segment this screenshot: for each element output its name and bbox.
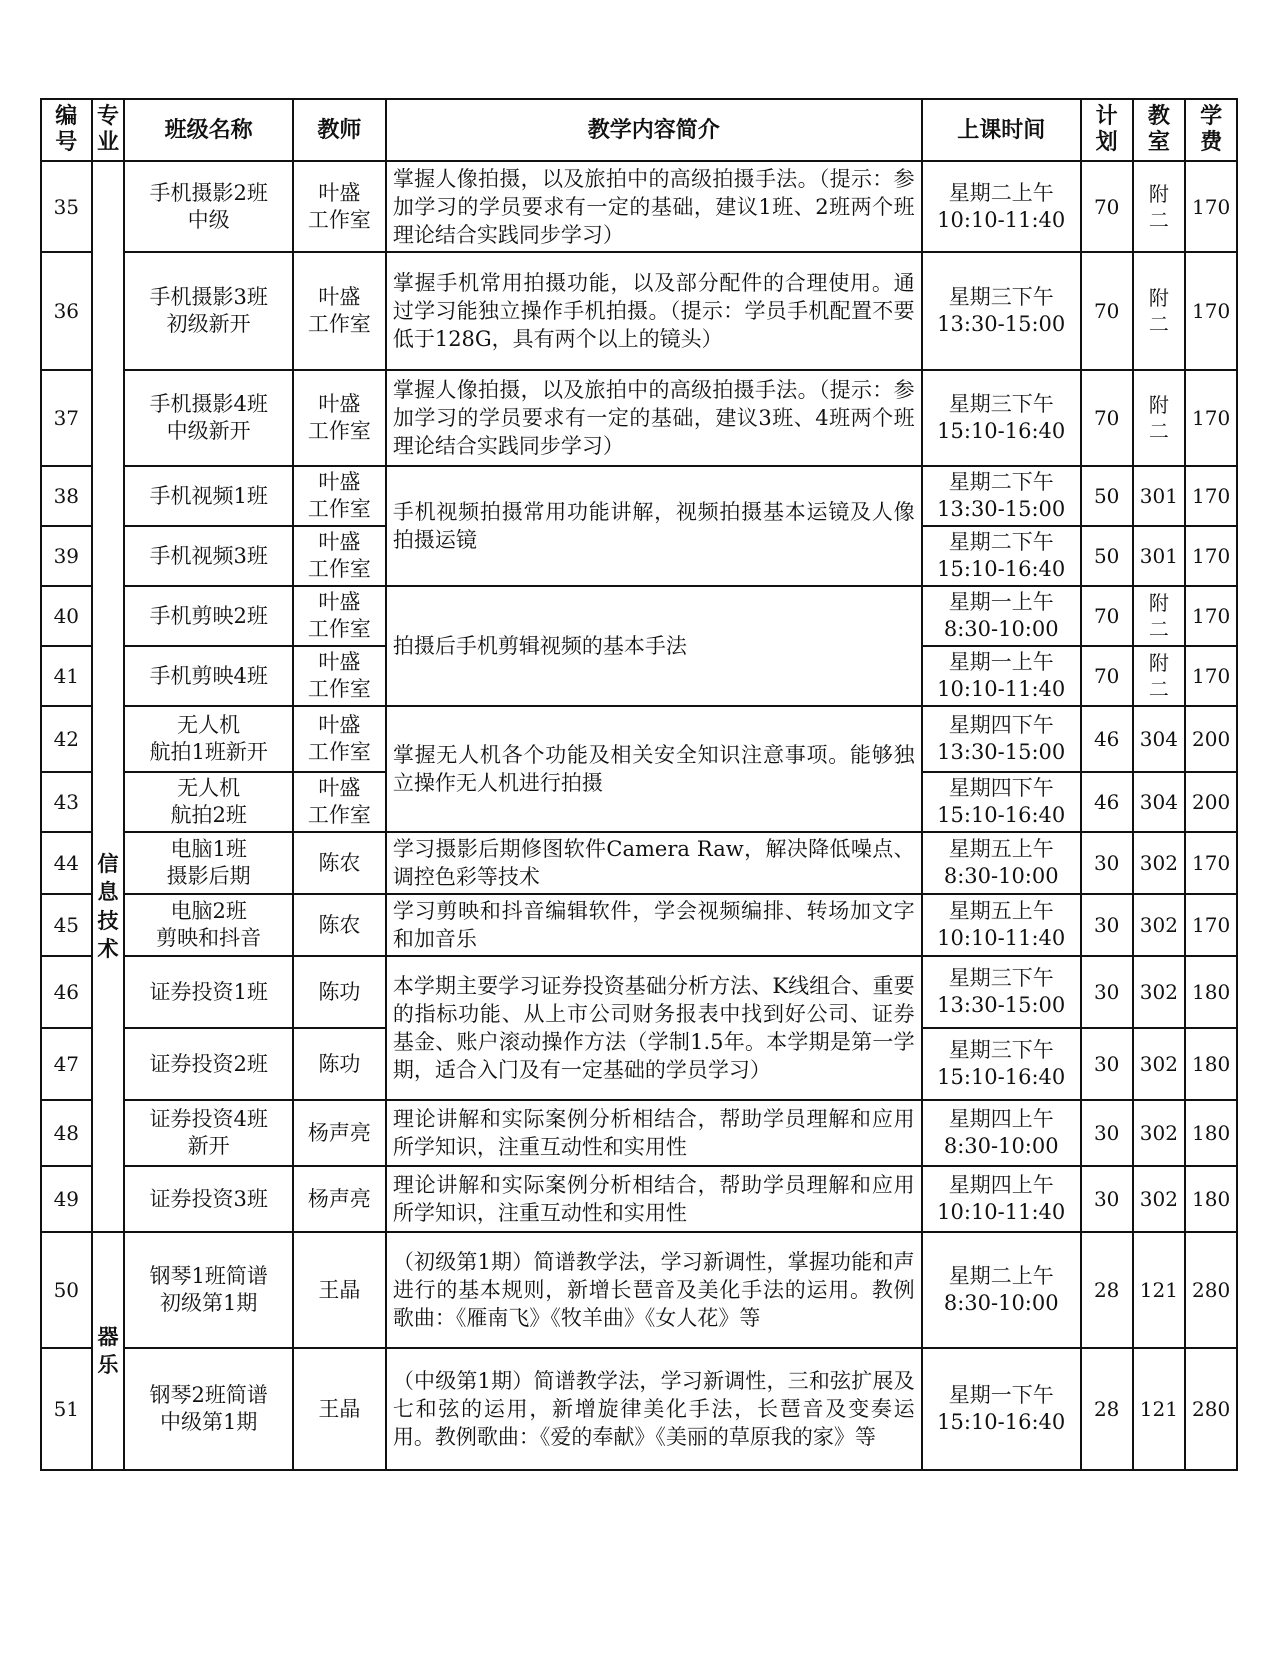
plan-count: 30 bbox=[1081, 832, 1133, 894]
classroom: 302 bbox=[1133, 1028, 1186, 1100]
table-row bbox=[41, 252, 1237, 370]
table-row bbox=[41, 956, 1237, 1028]
teacher-name: 叶盛 工作室 bbox=[293, 526, 386, 586]
teacher-name: 陈功 bbox=[293, 956, 386, 1028]
class-name: 手机剪映2班 bbox=[124, 586, 293, 646]
class-name: 证券投资2班 bbox=[124, 1028, 293, 1100]
plan-count: 50 bbox=[1081, 526, 1133, 586]
class-time: 星期三下午 15:10-16:40 bbox=[922, 1028, 1081, 1100]
tuition-fee: 170 bbox=[1185, 161, 1237, 252]
table-row bbox=[41, 161, 1237, 252]
class-time: 星期三下午 13:30-15:00 bbox=[922, 252, 1081, 370]
teacher-name: 王晶 bbox=[293, 1348, 386, 1470]
row-number: 44 bbox=[41, 832, 92, 894]
class-time: 星期四下午 15:10-16:40 bbox=[922, 772, 1081, 832]
row-number: 40 bbox=[41, 586, 92, 646]
tuition-fee: 170 bbox=[1185, 370, 1237, 466]
row-number: 45 bbox=[41, 894, 92, 956]
classroom: 302 bbox=[1133, 832, 1186, 894]
course-description: 掌握人像拍摄，以及旅拍中的高级拍摄手法。（提示：参加学习的学员要求有一定的基础，建议1班、2班两个班理论结合实践同步学习） bbox=[386, 161, 922, 252]
row-number: 43 bbox=[41, 772, 92, 832]
tuition-fee: 170 bbox=[1185, 646, 1237, 706]
classroom-label: 附二 bbox=[1148, 286, 1169, 336]
header-time: 上课时间 bbox=[922, 99, 1081, 161]
teacher-name: 陈功 bbox=[293, 1028, 386, 1100]
course-description: 拍摄后手机剪辑视频的基本手法 bbox=[386, 586, 922, 706]
classroom-label: 附二 bbox=[1148, 181, 1169, 232]
teacher-name: 陈农 bbox=[293, 894, 386, 956]
class-name: 证券投资1班 bbox=[124, 956, 293, 1028]
class-name: 无人机 航拍2班 bbox=[124, 772, 293, 832]
tuition-fee: 170 bbox=[1185, 586, 1237, 646]
classroom-label: 附二 bbox=[1148, 393, 1169, 443]
tuition-fee: 170 bbox=[1185, 894, 1237, 956]
class-time: 星期一下午 15:10-16:40 bbox=[922, 1348, 1081, 1470]
plan-count: 30 bbox=[1081, 1028, 1133, 1100]
class-name: 证券投资3班 bbox=[124, 1166, 293, 1232]
row-number: 35 bbox=[41, 161, 92, 252]
tuition-fee: 180 bbox=[1185, 1100, 1237, 1166]
course-description: 掌握手机常用拍摄功能，以及部分配件的合理使用。通过学习能独立操作手机拍摄。（提示：学员手机配置不要低于128G，具有两个以上的镜头） bbox=[386, 252, 922, 370]
row-number: 51 bbox=[41, 1348, 92, 1470]
class-name: 手机摄影3班 初级新开 bbox=[124, 252, 293, 370]
tuition-fee: 170 bbox=[1185, 832, 1237, 894]
class-name: 钢琴2班简谱 中级第1期 bbox=[124, 1348, 293, 1470]
tuition-fee: 200 bbox=[1185, 772, 1237, 832]
row-number: 50 bbox=[41, 1232, 92, 1348]
classroom: 302 bbox=[1133, 1100, 1186, 1166]
course-description: 掌握人像拍摄，以及旅拍中的高级拍摄手法。（提示：参加学习的学员要求有一定的基础，建议3班、4班两个班理论结合实践同步学习） bbox=[386, 370, 922, 466]
teacher-name: 叶盛 工作室 bbox=[293, 252, 386, 370]
class-time: 星期四上午 8:30-10:00 bbox=[922, 1100, 1081, 1166]
teacher-name: 叶盛 工作室 bbox=[293, 586, 386, 646]
header-row bbox=[41, 99, 1237, 161]
classroom: 304 bbox=[1133, 772, 1186, 832]
course-description: 学习剪映和抖音编辑软件，学会视频编排、转场加文字和加音乐 bbox=[386, 894, 922, 956]
classroom bbox=[1133, 252, 1186, 370]
row-number: 39 bbox=[41, 526, 92, 586]
course-description: （中级第1期）简谱教学法，学习新调性，三和弦扩展及七和弦的运用，新增旋律美化手法，长琶音及变奏运用。教例歌曲：《爱的奉献》《美丽的草原我的家》等 bbox=[386, 1348, 922, 1470]
class-time: 星期一上午 8:30-10:00 bbox=[922, 586, 1081, 646]
plan-count: 70 bbox=[1081, 370, 1133, 466]
plan-count: 28 bbox=[1081, 1232, 1133, 1348]
teacher-name: 王晶 bbox=[293, 1232, 386, 1348]
classroom: 301 bbox=[1133, 466, 1186, 526]
teacher-name: 叶盛 工作室 bbox=[293, 646, 386, 706]
classroom bbox=[1133, 161, 1186, 252]
row-number: 49 bbox=[41, 1166, 92, 1232]
teacher-name: 叶盛 工作室 bbox=[293, 706, 386, 772]
table-row bbox=[41, 706, 1237, 772]
plan-count: 30 bbox=[1081, 1166, 1133, 1232]
category-label: 信息技术 bbox=[97, 851, 119, 961]
class-time: 星期四上午 10:10-11:40 bbox=[922, 1166, 1081, 1232]
plan-count: 46 bbox=[1081, 772, 1133, 832]
class-time: 星期三下午 15:10-16:40 bbox=[922, 370, 1081, 466]
plan-count: 50 bbox=[1081, 466, 1133, 526]
class-name: 电脑2班 剪映和抖音 bbox=[124, 894, 293, 956]
plan-count: 70 bbox=[1081, 252, 1133, 370]
classroom bbox=[1133, 370, 1186, 466]
header-no: 编号 bbox=[41, 99, 92, 161]
course-description: （初级第1期）简谱教学法，学习新调性，掌握功能和声进行的基本规则，新增长琶音及美化手法的运用。教例歌曲：《雁南飞》《牧羊曲》《女人花》等 bbox=[386, 1232, 922, 1348]
tuition-fee: 180 bbox=[1185, 1166, 1237, 1232]
tuition-fee: 170 bbox=[1185, 526, 1237, 586]
class-time: 星期二上午 10:10-11:40 bbox=[922, 161, 1081, 252]
category-instrument bbox=[92, 1232, 125, 1470]
class-name: 手机摄影2班 中级 bbox=[124, 161, 293, 252]
header-fee: 学费 bbox=[1185, 99, 1237, 161]
course-description: 理论讲解和实际案例分析相结合，帮助学员理解和应用所学知识，注重互动性和实用性 bbox=[386, 1100, 922, 1166]
teacher-name: 陈农 bbox=[293, 832, 386, 894]
table-row bbox=[41, 1100, 1237, 1166]
teacher-name: 叶盛 工作室 bbox=[293, 466, 386, 526]
course-description: 学习摄影后期修图软件Camera Raw，解决降低噪点、调控色彩等技术 bbox=[386, 832, 922, 894]
classroom bbox=[1133, 646, 1186, 706]
classroom: 302 bbox=[1133, 956, 1186, 1028]
tuition-fee: 200 bbox=[1185, 706, 1237, 772]
class-name: 手机视频3班 bbox=[124, 526, 293, 586]
class-time: 星期二下午 15:10-16:40 bbox=[922, 526, 1081, 586]
class-time: 星期五上午 10:10-11:40 bbox=[922, 894, 1081, 956]
tuition-fee: 170 bbox=[1185, 466, 1237, 526]
class-time: 星期五上午 8:30-10:00 bbox=[922, 832, 1081, 894]
class-time: 星期四下午 13:30-15:00 bbox=[922, 706, 1081, 772]
tuition-fee: 180 bbox=[1185, 1028, 1237, 1100]
table-row bbox=[41, 370, 1237, 466]
table-row bbox=[41, 586, 1237, 646]
class-name: 钢琴1班简谱 初级第1期 bbox=[124, 1232, 293, 1348]
row-number: 36 bbox=[41, 252, 92, 370]
tuition-fee: 180 bbox=[1185, 956, 1237, 1028]
row-number: 41 bbox=[41, 646, 92, 706]
row-number: 42 bbox=[41, 706, 92, 772]
plan-count: 30 bbox=[1081, 1100, 1133, 1166]
class-time: 星期三下午 13:30-15:00 bbox=[922, 956, 1081, 1028]
class-name: 无人机 航拍1班新开 bbox=[124, 706, 293, 772]
header-room: 教室 bbox=[1133, 99, 1186, 161]
plan-count: 70 bbox=[1081, 586, 1133, 646]
category-info-tech bbox=[92, 161, 125, 1232]
teacher-name: 杨声亮 bbox=[293, 1100, 386, 1166]
course-description: 掌握无人机各个功能及相关安全知识注意事项。能够独立操作无人机进行拍摄 bbox=[386, 706, 922, 832]
classroom: 301 bbox=[1133, 526, 1186, 586]
class-time: 星期一上午 10:10-11:40 bbox=[922, 646, 1081, 706]
row-number: 47 bbox=[41, 1028, 92, 1100]
header-class-name: 班级名称 bbox=[124, 99, 293, 161]
header-content: 教学内容简介 bbox=[386, 99, 922, 161]
plan-count: 30 bbox=[1081, 894, 1133, 956]
class-name: 证券投资4班 新开 bbox=[124, 1100, 293, 1166]
plan-count: 30 bbox=[1081, 956, 1133, 1028]
class-time: 星期二上午 8:30-10:00 bbox=[922, 1232, 1081, 1348]
classroom: 121 bbox=[1133, 1232, 1186, 1348]
class-time: 星期二下午 13:30-15:00 bbox=[922, 466, 1081, 526]
teacher-name: 叶盛 工作室 bbox=[293, 161, 386, 252]
plan-count: 46 bbox=[1081, 706, 1133, 772]
classroom-label: 附二 bbox=[1148, 651, 1169, 701]
row-number: 46 bbox=[41, 956, 92, 1028]
row-number: 37 bbox=[41, 370, 92, 466]
row-number: 38 bbox=[41, 466, 92, 526]
tuition-fee: 280 bbox=[1185, 1348, 1237, 1470]
classroom-label: 附二 bbox=[1148, 591, 1169, 641]
classroom: 304 bbox=[1133, 706, 1186, 772]
tuition-fee: 280 bbox=[1185, 1232, 1237, 1348]
course-description: 本学期主要学习证券投资基础分析方法、K线组合、重要的指标功能、从上市公司财务报表中找到好公司、证券基金、账户滚动操作方法（学制1.5年。本学期是第一学期，适合入门及有一定基础的学员学习） bbox=[386, 956, 922, 1100]
tuition-fee: 170 bbox=[1185, 252, 1237, 370]
category-label: 器乐 bbox=[97, 1324, 119, 1377]
table-row bbox=[41, 894, 1237, 956]
row-number: 48 bbox=[41, 1100, 92, 1166]
table-row bbox=[41, 832, 1237, 894]
class-name: 手机视频1班 bbox=[124, 466, 293, 526]
course-table bbox=[40, 98, 1238, 1471]
class-name: 手机剪映4班 bbox=[124, 646, 293, 706]
classroom: 302 bbox=[1133, 1166, 1186, 1232]
header-teacher: 教师 bbox=[293, 99, 386, 161]
class-name: 手机摄影4班 中级新开 bbox=[124, 370, 293, 466]
table-row bbox=[41, 1348, 1237, 1470]
header-plan: 计划 bbox=[1081, 99, 1133, 161]
teacher-name: 叶盛 工作室 bbox=[293, 370, 386, 466]
course-description: 手机视频拍摄常用功能讲解，视频拍摄基本运镜及人像拍摄运镜 bbox=[386, 466, 922, 586]
class-name: 电脑1班 摄影后期 bbox=[124, 832, 293, 894]
table-row bbox=[41, 466, 1237, 526]
plan-count: 70 bbox=[1081, 161, 1133, 252]
table-row bbox=[41, 1232, 1237, 1348]
classroom: 302 bbox=[1133, 894, 1186, 956]
classroom: 121 bbox=[1133, 1348, 1186, 1470]
plan-count: 28 bbox=[1081, 1348, 1133, 1470]
course-description: 理论讲解和实际案例分析相结合，帮助学员理解和应用所学知识，注重互动性和实用性 bbox=[386, 1166, 922, 1232]
teacher-name: 杨声亮 bbox=[293, 1166, 386, 1232]
header-major: 专业 bbox=[92, 99, 125, 161]
classroom bbox=[1133, 586, 1186, 646]
table-row bbox=[41, 1166, 1237, 1232]
plan-count: 70 bbox=[1081, 646, 1133, 706]
teacher-name: 叶盛 工作室 bbox=[293, 772, 386, 832]
